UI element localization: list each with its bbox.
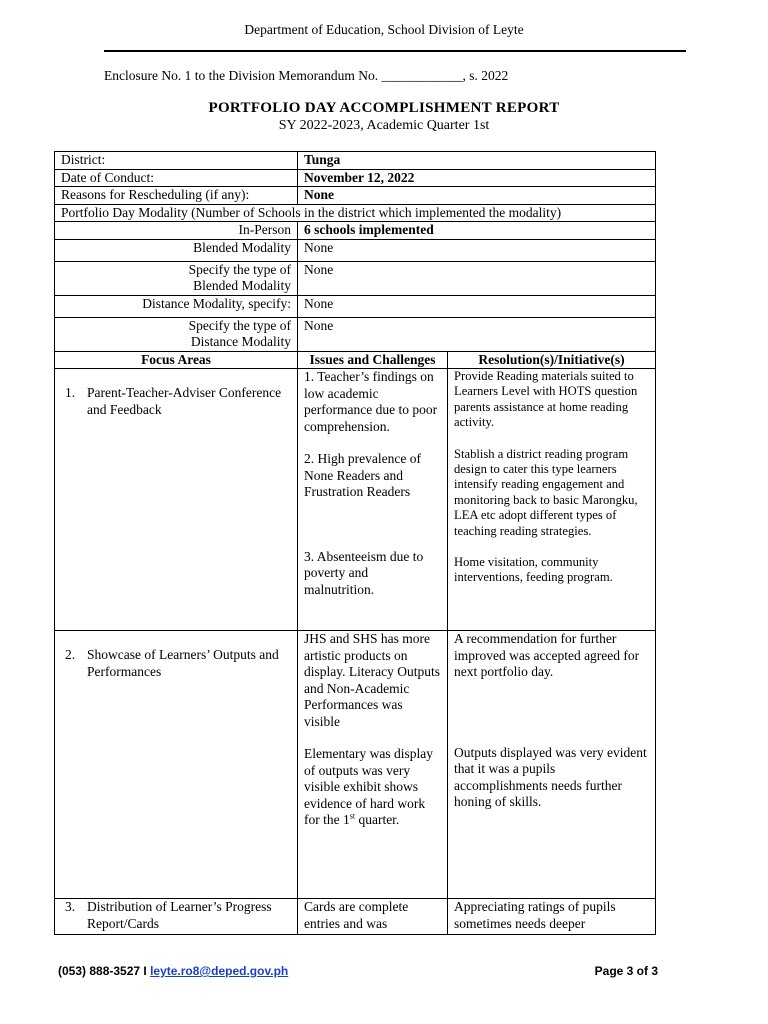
focus-cell bbox=[55, 369, 298, 631]
footer-email-link[interactable]: leyte.ro8@deped.gov.ph bbox=[150, 964, 289, 978]
district-row bbox=[55, 152, 656, 170]
distance-type-row bbox=[55, 317, 656, 351]
focus-item bbox=[61, 385, 291, 418]
blended-row bbox=[55, 239, 656, 261]
inperson-value: 6 schools implemented bbox=[298, 222, 656, 240]
header-department: Department of Education, School Division of Leyte bbox=[244, 22, 524, 37]
accomplishment-table bbox=[54, 151, 656, 935]
blended-label: Blended Modality bbox=[55, 239, 298, 261]
inperson-label: In-Person bbox=[55, 222, 298, 240]
blended-value: None bbox=[298, 239, 656, 261]
table-row bbox=[55, 631, 656, 899]
resolution-header: Resolution(s)/Initiative(s) bbox=[448, 351, 656, 369]
focus-text: Parent-Teacher-Adviser Conference and Feedback bbox=[87, 385, 282, 417]
issue-text: 2. High prevalence of None Readers and Frustration Readers bbox=[304, 451, 421, 499]
distance-value: None bbox=[298, 295, 656, 317]
resolution-cell bbox=[448, 899, 656, 935]
issue-text: JHS and SHS has more artistic products on display. Literacy Outputs and Non-Academic Performances was visible bbox=[304, 631, 440, 729]
date-row bbox=[55, 169, 656, 187]
resolution-text: Appreciating ratings of pupils sometimes needs deeper bbox=[454, 899, 616, 931]
focus-item bbox=[61, 647, 291, 680]
table-row bbox=[55, 369, 656, 631]
focus-cell bbox=[55, 899, 298, 935]
issues-cell bbox=[298, 631, 448, 899]
modality-header: Portfolio Day Modality (Number of Schools in the district which implemented the modality) bbox=[55, 204, 656, 222]
report-subtitle: SY 2022-2023, Academic Quarter 1st bbox=[278, 118, 490, 133]
item-number: 1. bbox=[65, 385, 76, 400]
issues-cell bbox=[298, 899, 448, 935]
inperson-row bbox=[55, 222, 656, 240]
header-divider bbox=[104, 50, 686, 52]
issue-text-main: Elementary was display of outputs was very visible exhibit shows evidence of hard work for the 1 bbox=[304, 746, 433, 827]
focus-item bbox=[61, 899, 291, 932]
resolution-text: Home visitation, community interventions, feeding program. bbox=[454, 555, 613, 585]
resolution-text: A recommendation for further improved was accepted agreed for next portfolio day. bbox=[454, 631, 640, 679]
table-row bbox=[55, 899, 656, 935]
resolution-cell bbox=[448, 631, 656, 899]
resolution-text: Provide Reading materials suited to Learners Level with HOTS question parents assistance at home reading activity. bbox=[454, 369, 638, 430]
resolution-text: Outputs displayed was very evident that it was a pupils accomplishments needs further honing of skills. bbox=[454, 744, 647, 809]
date-label: Date of Conduct: bbox=[55, 169, 298, 187]
blended-type-label: Specify the type of Blended Modality bbox=[55, 261, 298, 295]
issue-text: 3. Absenteeism due to poverty and malnutrition. bbox=[304, 548, 424, 597]
blended-type-value: None bbox=[298, 261, 656, 295]
reasons-value: None bbox=[298, 187, 656, 205]
district-value: Tunga bbox=[298, 152, 656, 170]
item-number: 3. bbox=[65, 899, 76, 914]
footer-phone: (053) 888-3527 I bbox=[58, 964, 151, 978]
page-number: Page 3 of 3 bbox=[594, 964, 658, 978]
issue-text-end: quarter. bbox=[358, 812, 400, 827]
ordinal-superscript: st bbox=[349, 811, 356, 821]
distance-row bbox=[55, 295, 656, 317]
resolution-cell bbox=[448, 369, 656, 631]
district-label: District: bbox=[55, 152, 298, 170]
focus-areas-header: Focus Areas bbox=[55, 351, 298, 369]
reasons-label: Reasons for Rescheduling (if any): bbox=[55, 187, 298, 205]
issue-text: 1. Teacher’s findings on low academic performance due to poor comprehension. bbox=[304, 369, 438, 434]
enclosure-line: Enclosure No. 1 to the Division Memorandum No. ____________, s. 2022 bbox=[104, 68, 509, 83]
reasons-row bbox=[55, 187, 656, 205]
item-number: 2. bbox=[65, 647, 76, 662]
issue-text: Cards are complete entries and was bbox=[304, 899, 409, 931]
column-header-row bbox=[55, 351, 656, 369]
report-title: PORTFOLIO DAY ACCOMPLISHMENT REPORT bbox=[208, 100, 560, 116]
blended-type-row bbox=[55, 261, 656, 295]
footer-contact bbox=[58, 964, 288, 978]
modality-header-row bbox=[55, 204, 656, 222]
issues-cell bbox=[298, 369, 448, 631]
focus-cell bbox=[55, 631, 298, 899]
distance-label: Distance Modality, specify: bbox=[55, 295, 298, 317]
focus-text: Distribution of Learner’s Progress Report/Cards bbox=[87, 899, 272, 931]
focus-text: Showcase of Learners’ Outputs and Performances bbox=[87, 647, 279, 679]
distance-type-label: Specify the type of Distance Modality bbox=[55, 317, 298, 351]
issues-header: Issues and Challenges bbox=[298, 351, 448, 369]
date-value: November 12, 2022 bbox=[298, 169, 656, 187]
distance-type-value: None bbox=[298, 317, 656, 351]
resolution-text: Stablish a district reading program design to cater this type learners intensify reading engagement and monitoring back to basic Marongku, LEA etc adopt different types of teaching reading strategies. bbox=[454, 446, 638, 538]
issue-text bbox=[304, 746, 441, 829]
